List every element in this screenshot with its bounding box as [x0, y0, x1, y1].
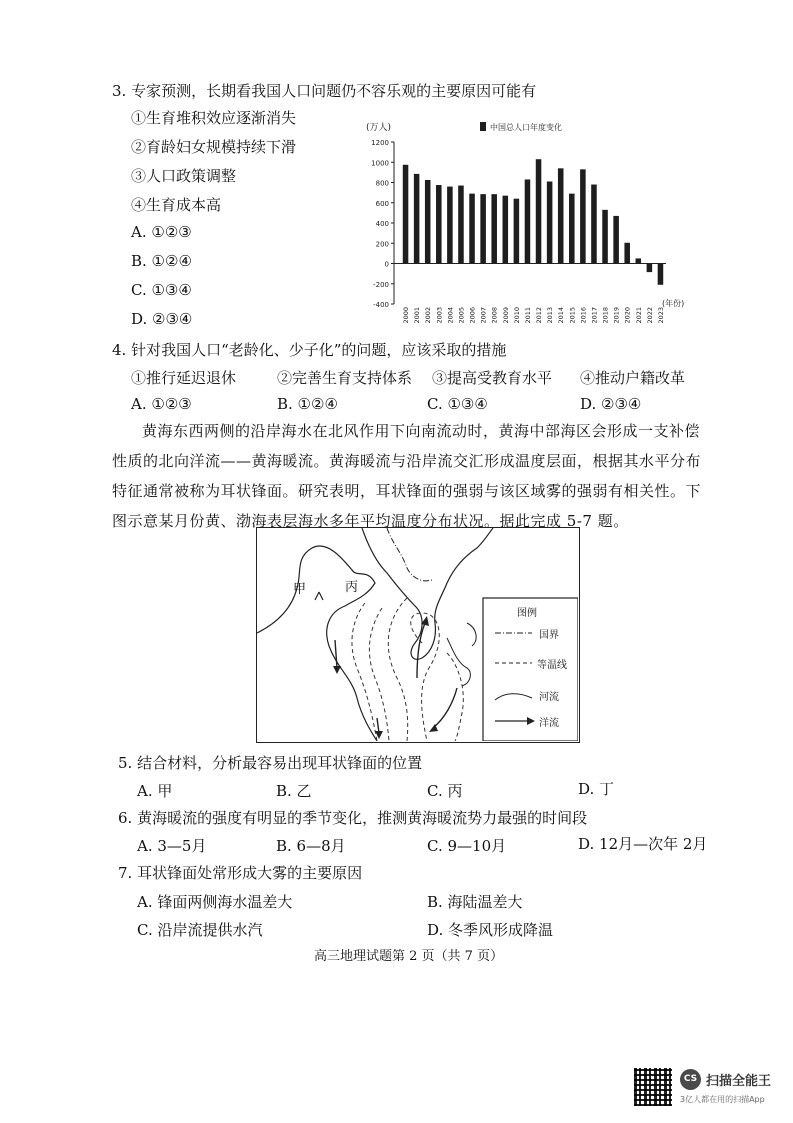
- legend-swatch: [480, 122, 486, 131]
- legend-current-label: 洋流: [539, 718, 559, 729]
- q4-stem: 4. 针对我国人口“老龄化、少子化”的问题，应该采取的措施: [112, 341, 507, 359]
- q3-option-a: A. ①②③: [131, 223, 192, 241]
- arrowhead: [333, 666, 341, 674]
- q5-option-d: D. 丁: [578, 780, 615, 798]
- x-tick-label: 2005: [457, 307, 466, 324]
- coastal-current-arrow: [335, 640, 337, 668]
- bar-2004: [447, 187, 453, 264]
- q7-option-a: A. 锋面两侧海水温差大: [137, 893, 293, 911]
- korea-coastline: [362, 528, 493, 659]
- bar-2016: [580, 169, 586, 263]
- y-tick-label: -400: [373, 301, 389, 309]
- reading-passage: 黄海东西两侧的沿岸海水在北风作用下向南流动时，黄海中部海区会形成一支补偿性质的北向洋流——黄海暖流。黄海暖流与沿岸流交汇形成温度层面，根据其水平分布特征通常被称为耳状锋面。研究表明，耳状锋面的强弱与该区域雾的强弱有相关性。下图示意某月份黄、渤海表层海水多年平均温度分布状况。据此完成 5-7 题。: [112, 422, 702, 530]
- q4-option-b: B. ①②④: [277, 395, 338, 413]
- camscanner-logo-icon: CS: [680, 1069, 701, 1090]
- watermark-title: 扫描全能王: [706, 1074, 772, 1089]
- q5-option-a: A. 甲: [137, 782, 173, 800]
- bar-2003: [436, 185, 442, 263]
- map-label-jia: 甲: [293, 582, 307, 597]
- bar-2018: [602, 210, 608, 264]
- bar-2015: [569, 194, 575, 264]
- q3-stem: 3. 专家预测，长期看我国人口问题仍不容乐观的主要原因可能有: [112, 82, 537, 100]
- q3-option-d: D. ②③④: [131, 310, 193, 328]
- x-tick-label: 2009: [501, 307, 510, 324]
- y-tick-label: 1200: [371, 139, 389, 147]
- national-border: [387, 528, 432, 581]
- island-coast: [447, 638, 470, 686]
- y-tick-label: 200: [375, 240, 389, 249]
- bar-2013: [547, 181, 553, 263]
- legend-title: 图例: [517, 608, 537, 619]
- bar-2006: [469, 194, 475, 264]
- q7-stem: 7. 耳状锋面处常形成大雾的主要原因: [118, 864, 363, 882]
- q3-item-2: ②育龄妇女规模持续下滑: [131, 138, 297, 156]
- q4-option-a: A. ①②③: [131, 395, 192, 413]
- q3-option-b: B. ①②④: [131, 252, 192, 270]
- x-tick-label: 2004: [446, 307, 455, 324]
- q3-item-1: ①生育堆积效应逐渐消失: [131, 109, 297, 127]
- isotherm-3: [388, 598, 407, 741]
- population-bar-chart: [360, 114, 690, 326]
- map-label-bing: 丙: [345, 580, 359, 595]
- qr-code-icon: [634, 1068, 672, 1106]
- x-tick-label: 2008: [490, 307, 499, 324]
- q4-item-2: ②完善生育支持体系: [277, 369, 413, 387]
- x-tick-label: 2003: [435, 307, 444, 324]
- bar-2021: [636, 258, 642, 263]
- x-tick-label: 2001: [413, 307, 422, 324]
- q3-item-3: ③人口政策调整: [131, 167, 237, 185]
- page-footer: 高三地理试题第 2 页（共 7 页）: [314, 949, 504, 964]
- x-tick-label: 2011: [523, 307, 532, 324]
- legend-isotherm-label: 等温线: [537, 660, 567, 671]
- bar-2010: [514, 199, 520, 264]
- east-coastal-current-arrow: [433, 688, 457, 728]
- bar-2019: [613, 216, 619, 264]
- q5-stem: 5. 结合材料，分析最容易出现耳状锋面的位置: [118, 754, 423, 772]
- q6-option-c: C. 9—10月: [427, 837, 507, 855]
- y-tick-label: 1000: [371, 159, 389, 168]
- isotherm-5: [447, 653, 463, 741]
- q4-item-4: ④推动户籍改革: [580, 369, 686, 387]
- bar-2020: [624, 243, 630, 264]
- y-tick-label: 400: [375, 220, 389, 228]
- south-current-arrow: [377, 718, 379, 733]
- bar-2009: [503, 196, 509, 264]
- x-tick-label: 2000: [402, 307, 411, 324]
- x-tick-label: 2002: [424, 307, 433, 324]
- x-tick-label: 2013: [546, 307, 555, 324]
- q4-item-1: ①推行延迟退休: [131, 369, 237, 387]
- bar-2008: [491, 194, 497, 263]
- q6-option-b: B. 6—8月: [276, 837, 346, 855]
- location-marker-icon: [315, 592, 323, 600]
- x-tick-label: 2023: [656, 307, 665, 324]
- x-tick-label: 2007: [479, 307, 488, 324]
- bar-2007: [480, 194, 486, 263]
- isotherm-2: [369, 608, 389, 741]
- x-tick-label: 2022: [645, 307, 654, 324]
- island-coast-2: [467, 623, 476, 646]
- bar-2005: [458, 186, 464, 264]
- q7-option-d: D. 冬季风形成降温: [427, 921, 554, 939]
- yellow-sea-map: [256, 527, 580, 743]
- bar-2012: [536, 159, 542, 263]
- x-tick-label: 2010: [512, 307, 521, 324]
- bar-2002: [425, 180, 431, 264]
- bar-2000: [403, 165, 409, 264]
- y-tick-label: 800: [375, 179, 389, 188]
- x-tick-label: 2006: [468, 307, 477, 324]
- q3-item-4: ④生育成本高: [131, 196, 222, 214]
- bar-2023: [658, 264, 664, 285]
- legend-river-label: 河流: [539, 692, 559, 703]
- x-tick-label: 2021: [634, 307, 643, 324]
- x-tick-label: 2019: [612, 307, 621, 324]
- bar-2011: [525, 179, 531, 263]
- bar-2001: [414, 174, 420, 264]
- q6-option-d: D. 12月—次年 2月: [578, 835, 708, 853]
- bar-2022: [647, 264, 653, 273]
- q5-option-c: C. 丙: [427, 782, 463, 800]
- chart-title-legend: 中国总人口年度变化: [490, 123, 562, 132]
- q3-option-c: C. ①③④: [131, 281, 192, 299]
- y-tick-label: -200: [373, 280, 389, 289]
- x-tick-label: 2014: [557, 307, 566, 324]
- x-tick-label: 2017: [590, 307, 599, 324]
- q7-option-b: B. 海陆温差大: [427, 893, 523, 911]
- x-tick-label: 2020: [623, 307, 632, 324]
- y-tick-label: 0: [384, 260, 389, 269]
- x-tick-label: 2012: [535, 307, 544, 324]
- watermark-subtitle: 3亿人都在用的扫描App: [680, 1095, 765, 1104]
- bar-2014: [558, 168, 564, 263]
- west-coastline: [257, 546, 377, 741]
- map-drawing: [257, 528, 578, 741]
- y-tick-label: 600: [375, 199, 389, 208]
- x-axis-unit-label: (年份): [662, 299, 685, 308]
- q4-option-c: C. ①③④: [427, 395, 488, 413]
- q4-option-d: D. ②③④: [580, 395, 642, 413]
- q5-option-b: B. 乙: [276, 782, 312, 800]
- y-axis-unit-label: (万人): [366, 123, 392, 133]
- x-tick-label: 2016: [579, 307, 588, 324]
- legend-border-label: 国界: [539, 630, 559, 641]
- x-tick-label: 2015: [568, 307, 577, 324]
- q7-option-c: C. 沿岸流提供水汽: [137, 921, 263, 939]
- q6-option-a: A. 3—5月: [137, 837, 207, 855]
- q4-item-3: ③提高受教育水平: [432, 369, 553, 387]
- x-tick-label: 2018: [601, 307, 610, 324]
- q6-stem: 6. 黄海暖流的强度有明显的季节变化，推测黄海暖流势力最强的时间段: [118, 809, 588, 827]
- bar-2017: [591, 185, 597, 264]
